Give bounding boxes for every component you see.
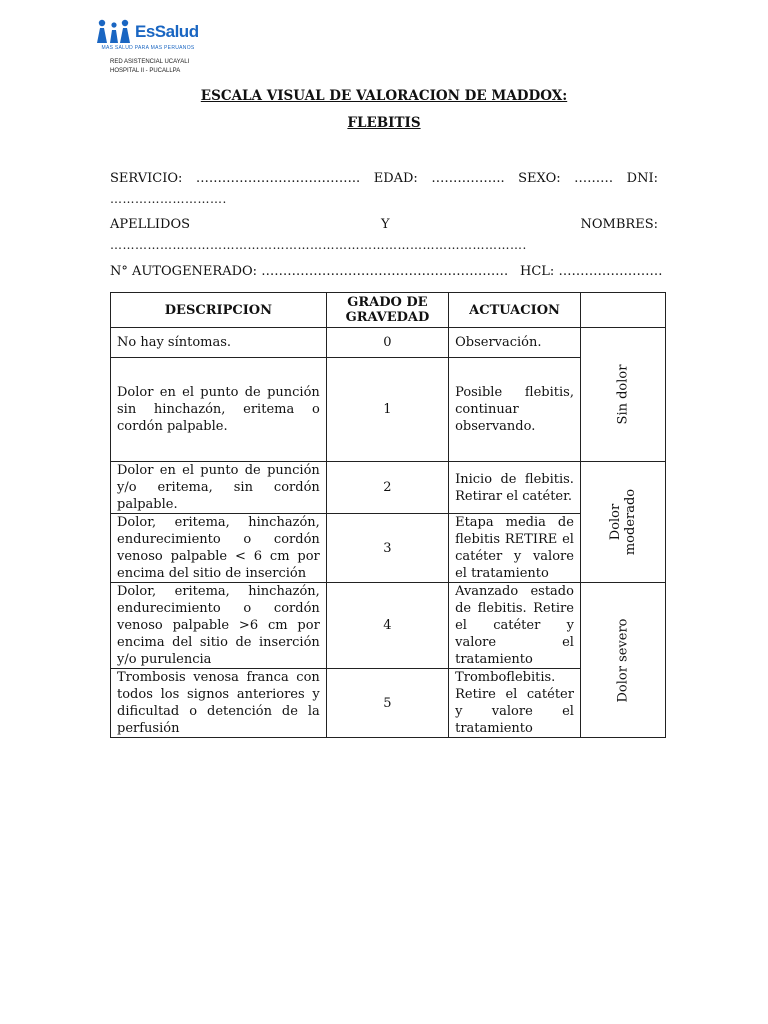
org-line-1: RED ASISTENCIAL UCAYALI — [110, 59, 190, 65]
header-descripcion: DESCRIPCION — [111, 293, 327, 328]
row-3-actuacion: Etapa media de flebitis RETIRE el catéter y valore el tratamiento — [449, 514, 581, 583]
edad-label: EDAD: — [373, 171, 418, 186]
row-1-descripcion: Dolor en el punto de punción sin hinchazón, eritema o cordón palpable. — [111, 358, 327, 462]
header-grado-line-2: GRAVEDAD — [345, 310, 430, 325]
row-2-descripcion: Dolor en el punto de punción y/o eritema, sin cordón palpable. — [111, 462, 327, 514]
servicio-label: SERVICIO: — [110, 171, 183, 186]
pain-group-dolor-moderado — [580, 462, 665, 583]
logo-text: EsSalud — [135, 22, 199, 41]
people-icon — [95, 19, 135, 45]
page-title: ESCALA VISUAL DE VALORACION DE MADDOX: — [200, 88, 568, 104]
edad-field[interactable]: …………….. — [431, 171, 505, 186]
pain-group-sin-dolor — [580, 328, 665, 462]
autogenerado-label: N° AUTOGENERADO: — [110, 264, 258, 279]
pain-group-dolor-severo — [580, 583, 665, 738]
row-3-descripcion: Dolor, eritema, hinchazón, endurecimiento o cordón venoso palpable < 6 cm por encima del sitio de inserción — [111, 514, 327, 583]
hcl-row — [520, 264, 662, 279]
patient-info-line-1 — [110, 171, 658, 186]
sin-dolor-label: Sin dolor — [615, 364, 631, 425]
row-3-grado: 3 — [326, 514, 448, 583]
row-2-grado: 2 — [326, 462, 448, 514]
header-grado-line-1: GRADO DE — [347, 295, 428, 310]
essalud-logo — [95, 19, 201, 55]
org-line-2: HOSPITAL II - PUCALLPA — [110, 68, 181, 74]
dolor-moderado-line-2: moderado — [622, 488, 638, 555]
hcl-field[interactable]: …………………… — [558, 264, 663, 279]
nombres-label: NOMBRES: — [580, 217, 658, 232]
dni-label: DNI: — [626, 171, 658, 186]
row-5-descripcion: Trombosis venosa franca con todos los signos anteriores y dificultad o detención de la perfusión — [111, 669, 327, 738]
dolor-moderado-line-1: Dolor — [607, 503, 623, 540]
nombres-field[interactable]: ………………………………………………………………………………………. — [110, 238, 527, 252]
dolor-moderado-label — [608, 488, 638, 554]
table-header-row — [111, 293, 666, 328]
sexo-label: SEXO: — [518, 171, 561, 186]
row-0-grado: 0 — [326, 328, 448, 358]
row-5-actuacion: Tromboflebitis. Retire el catéter y valore el tratamiento — [449, 669, 581, 738]
row-4-actuacion: Avanzado estado de flebitis. Retire el catéter y valore el tratamiento — [449, 583, 581, 669]
row-0-actuacion: Observación. — [449, 328, 581, 358]
row-4-grado: 4 — [326, 583, 448, 669]
apellidos-label: APELLIDOS — [110, 217, 191, 232]
autogenerado-field[interactable]: ………………………………………………… — [261, 264, 509, 279]
row-4-descripcion: Dolor, eritema, hinchazón, endurecimiento o cordón venoso palpable >6 cm por encima del sitio de inserción y/o purulencia — [111, 583, 327, 669]
page-subtitle: FLEBITIS — [347, 115, 421, 131]
y-label: Y — [380, 217, 390, 232]
header-actuacion: ACTUACION — [449, 293, 581, 328]
table-row — [111, 328, 666, 358]
logo-tagline: MAS SALUD PARA MAS PERUANOS — [101, 45, 195, 51]
hcl-label: HCL: — [520, 264, 555, 279]
row-1-grado: 1 — [326, 358, 448, 462]
header-pain-level — [580, 293, 665, 328]
table-row — [111, 583, 666, 669]
servicio-field[interactable]: ……………………………….. — [195, 171, 361, 186]
row-2-actuacion: Inicio de flebitis. Retirar el catéter. — [449, 462, 581, 514]
row-5-grado: 5 — [326, 669, 448, 738]
maddox-scale-table — [110, 292, 666, 738]
header-grado — [326, 293, 448, 328]
patient-info-line-2 — [110, 217, 658, 232]
row-0-descripcion: No hay síntomas. — [111, 328, 327, 358]
dolor-severo-label: Dolor severo — [615, 617, 631, 703]
row-1-actuacion: Posible flebitis, continuar observando. — [449, 358, 581, 462]
sexo-field[interactable]: ……… — [574, 171, 614, 186]
table-row — [111, 462, 666, 514]
dni-field[interactable]: ………………………. — [110, 192, 227, 206]
autogenerado-row — [110, 264, 508, 279]
